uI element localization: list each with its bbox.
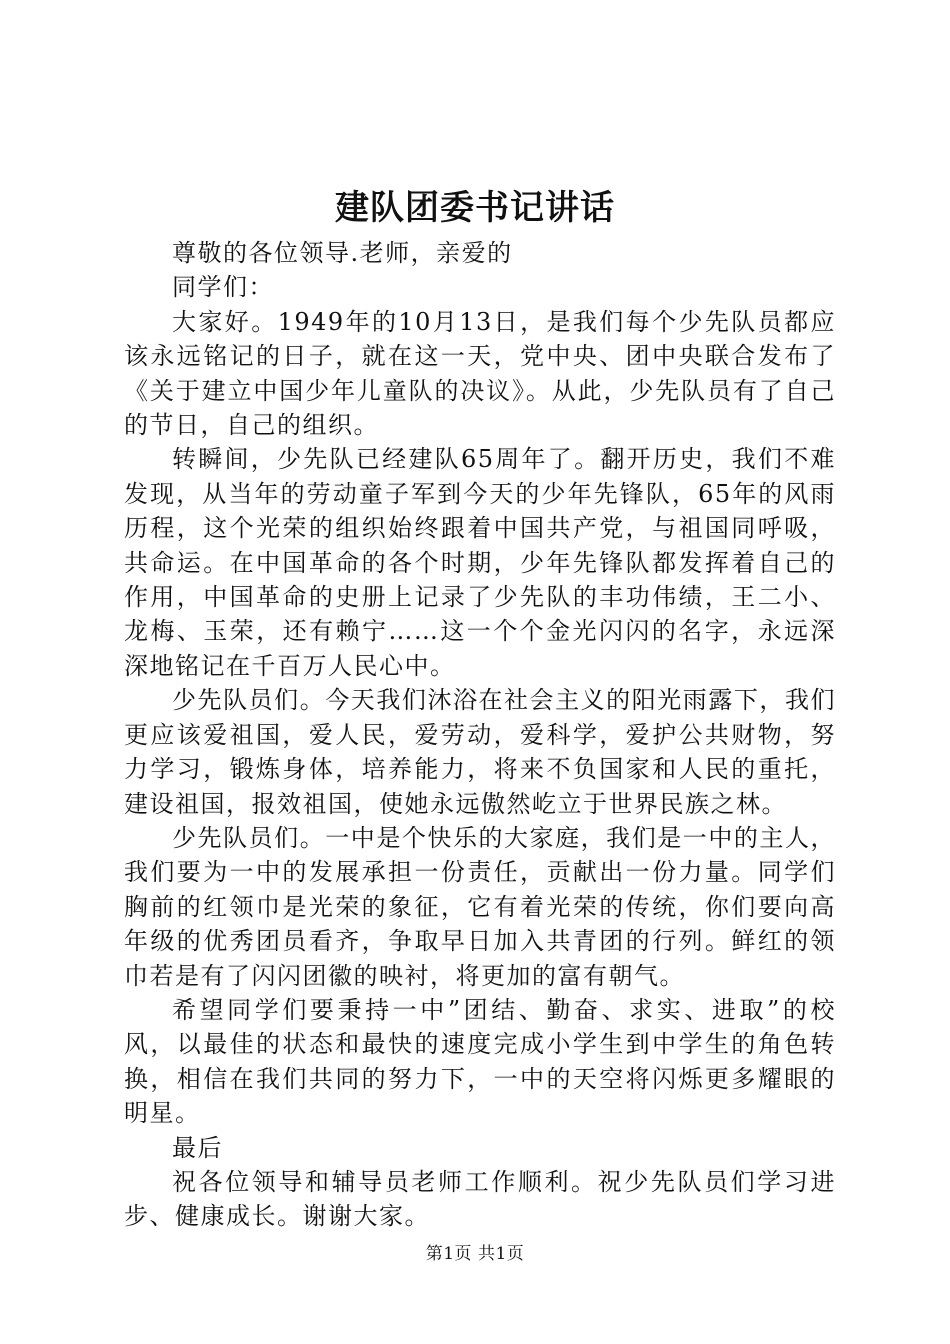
page-footer: 第1页 共1页 — [425, 1244, 525, 1264]
paragraph-salutation: 尊敬的各位领导.老师，亲爱的 — [172, 239, 513, 267]
paragraph-greeting: 大家好。1949年的10月13日，是我们每个少先队员都应该永远铭记的日子，就在这一天，党中央、团中央联合发布了《关于建立中国少年儿童队的决议》。从此，少先队员有了自己的节日，自己的组织。 — [124, 307, 836, 440]
paragraph-love-country: 少先队员们。今天我们沐浴在社会主义的阳光雨露下，我们更应该爱祖国，爱人民，爱劳动，爱科学，爱护公共财物，努力学习，锻炼身体，培养能力，将来不负国家和人民的重托，建设祖国，报效祖国，使她永远傲然屹立于世界民族之林。 — [124, 686, 836, 818]
paragraph-salutation-continued: 同学们： — [172, 273, 274, 302]
paragraph-hope: 希望同学们要秉持一中”团结、勤奋、求实、进取”的校风，以最佳的状态和最快的速度完成小学生到中学生的角色转换，相信在我们共同的努力下，一中的天空将闪烁更多耀眼的明星。 — [124, 995, 836, 1128]
document-body — [124, 236, 836, 1234]
paragraph-school-family: 少先队员们。一中是个快乐的大家庭，我们是一中的主人，我们要为一中的发展承担一份责任，贡献出一份力量。同学们胸前的红领巾是光荣的象征，它有着光荣的传统，你们要向高年级的优秀团员看齐，争取早日加入共青团的行列。鲜红的领巾若是有了闪闪团徽的映衬，将更加的富有朝气。 — [124, 823, 836, 990]
paragraph-history: 转瞬间，少先队已经建队65周年了。翻开历史，我们不难发现，从当年的劳动童子军到今天的少年先锋队，65年的风雨历程，这个光荣的组织始终跟着中国共产党，与祖国同呼吸，共命运。在中国革命的各个时期，少年先锋队都发挥着自己的作用，中国革命的史册上记录了少先队的丰功伟绩，王二小、龙梅、玉荣，还有赖宁……这一个个金光闪闪的名字，永远深深地铭记在千百万人民心中。 — [124, 445, 836, 680]
paragraph-closing: 祝各位领导和辅导员老师工作顺利。祝少先队员们学习进步、健康成长。谢谢大家。 — [124, 1167, 836, 1231]
document-title: 建队团委书记讲话 — [335, 188, 615, 228]
paragraph-finally: 最后 — [172, 1133, 223, 1162]
